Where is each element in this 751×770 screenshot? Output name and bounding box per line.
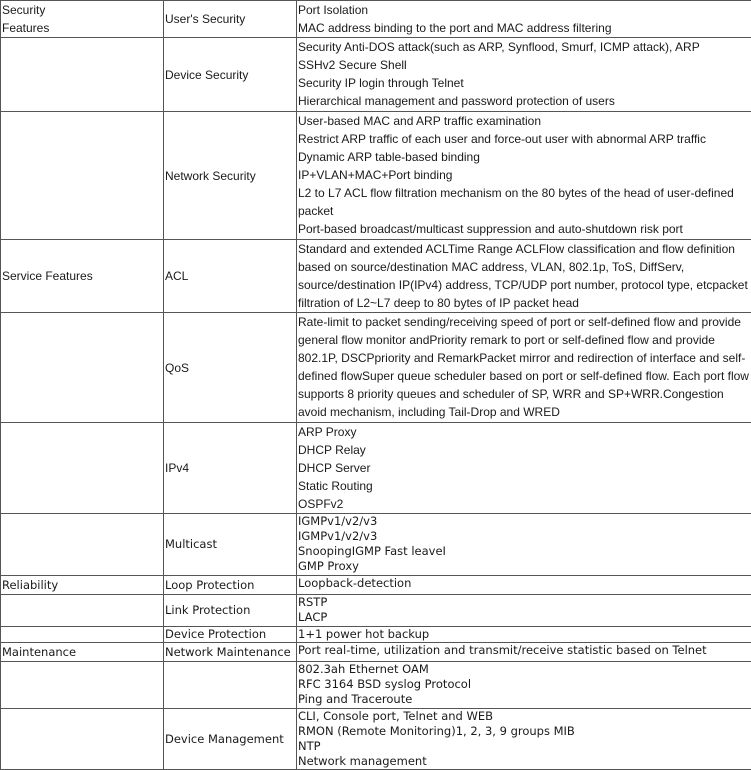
feature-cell	[297, 313, 751, 423]
feature-line: RSTP	[298, 595, 750, 610]
feature-cell	[297, 576, 751, 595]
feature-cell	[297, 709, 751, 770]
feature-line: IP+VLAN+MAC+Port binding	[298, 166, 750, 184]
feature-cell	[297, 514, 751, 576]
table-row	[1, 662, 751, 709]
feature-line: LACP	[298, 610, 750, 625]
category-cell: Security Features	[1, 1, 164, 38]
feature-line: RFC 3164 BSD syslog Protocol	[298, 677, 750, 692]
table-row	[1, 627, 751, 643]
feature-cell	[297, 1, 751, 38]
feature-line: IGMPv1/v2/v3	[298, 514, 750, 529]
feature-cell	[297, 112, 751, 240]
feature-line: User-based MAC and ARP traffic examination	[298, 112, 750, 130]
subcategory-cell: Device Management	[164, 709, 297, 770]
feature-cell	[297, 627, 751, 643]
table-row	[1, 423, 751, 514]
feature-line: RMON (Remote Monitoring)1, 2, 3, 9 groups MIB	[298, 724, 750, 739]
feature-line: 802.3ah Ethernet OAM	[298, 662, 750, 677]
feature-line: Standard and extended ACLTime Range ACLFlow classification and flow definition based on source/destination MAC address, VLAN, 802.1p, ToS, DiffServ, source/destination IP(IPv4) address, TCP/UDP port number, protocol type, etcpacket filtration of L2~L7 deep to 80 bytes of IP packet head	[298, 240, 750, 312]
category-cell	[1, 112, 164, 240]
table-row	[1, 38, 751, 112]
feature-line: Rate-limit to packet sending/receiving speed of port or self-defined flow and provide general flow monitor andPriority remark to port or self-defined flow and provide 802.1P, DSCPpriority and RemarkPacket mirror and redirection of interface and self-defined flowSuper queue scheduler based on port or self-defined flow. Each port flow supports 8 priority queues and scheduler of SP, WRR and SP+WRR.Congestion avoid mechanism, including Tail-Drop and WRED	[298, 313, 750, 421]
feature-cell	[297, 38, 751, 112]
category-cell	[1, 709, 164, 770]
category-cell	[1, 38, 164, 112]
subcategory-cell: Device Protection	[164, 627, 297, 643]
table-row	[1, 643, 751, 662]
subcategory-cell: Link Protection	[164, 595, 297, 627]
feature-line: Port-based broadcast/multicast suppression and auto-shutdown risk port	[298, 220, 750, 238]
feature-line: SnoopingIGMP Fast leaveI	[298, 544, 750, 559]
table-row	[1, 240, 751, 313]
subcategory-cell: Device Security	[164, 38, 297, 112]
feature-line: Network management	[298, 754, 750, 769]
subcategory-cell: Network Security	[164, 112, 297, 240]
feature-cell	[297, 240, 751, 313]
feature-cell	[297, 643, 751, 662]
subcategory-cell	[164, 662, 297, 709]
feature-line: 1+1 power hot backup	[298, 627, 750, 642]
category-cell	[1, 514, 164, 576]
subcategory-cell: User's Security	[164, 1, 297, 38]
feature-line: Port Isolation	[298, 1, 750, 19]
table-row	[1, 514, 751, 576]
subcategory-cell: QoS	[164, 313, 297, 423]
category-cell	[1, 662, 164, 709]
feature-line: Restrict ARP traffic of each user and force-out user with abnormal ARP traffic	[298, 130, 750, 148]
category-cell	[1, 423, 164, 514]
feature-line: Port real-time, utilization and transmit/receive statistic based on Telnet	[298, 643, 750, 658]
table-row	[1, 112, 751, 240]
feature-line: L2 to L7 ACL flow filtration mechanism on the 80 bytes of the head of user-defined packet	[298, 184, 750, 220]
category-cell	[1, 595, 164, 627]
subcategory-cell: Loop Protection	[164, 576, 297, 595]
feature-line: Ping and Traceroute	[298, 692, 750, 707]
subcategory-cell: Multicast	[164, 514, 297, 576]
feature-line: Hierarchical management and password protection of users	[298, 92, 750, 110]
subcategory-cell: Network Maintenance	[164, 643, 297, 662]
feature-line: OSPFv2	[298, 495, 750, 513]
subcategory-cell: ACL	[164, 240, 297, 313]
feature-line: DHCP Relay	[298, 441, 750, 459]
table-row	[1, 1, 751, 38]
feature-cell	[297, 423, 751, 514]
category-cell: Reliability	[1, 576, 164, 595]
feature-line: Loopback-detection	[298, 576, 750, 591]
feature-line: IGMPv1/v2/v3	[298, 529, 750, 544]
category-cell	[1, 313, 164, 423]
feature-line: ARP Proxy	[298, 423, 750, 441]
feature-line: GMP Proxy	[298, 559, 750, 574]
table-row	[1, 709, 751, 770]
feature-line: Static Routing	[298, 477, 750, 495]
feature-line: CLI, Console port, Telnet and WEB	[298, 709, 750, 724]
category-cell: Maintenance	[1, 643, 164, 662]
feature-line: MAC address binding to the port and MAC address filtering	[298, 19, 750, 37]
feature-line: Security IP login through Telnet	[298, 74, 750, 92]
category-cell	[1, 627, 164, 643]
feature-cell	[297, 662, 751, 709]
table-row	[1, 576, 751, 595]
feature-line: SSHv2 Secure Shell	[298, 56, 750, 74]
category-cell: Service Features	[1, 240, 164, 313]
feature-cell	[297, 595, 751, 627]
feature-line: Security Anti-DOS attack(such as ARP, Synflood, Smurf, ICMP attack), ARP	[298, 38, 750, 56]
table-row	[1, 313, 751, 423]
feature-line: DHCP Server	[298, 459, 750, 477]
subcategory-cell: IPv4	[164, 423, 297, 514]
feature-line: NTP	[298, 739, 750, 754]
feature-line: Dynamic ARP table-based binding	[298, 148, 750, 166]
table-row	[1, 595, 751, 627]
